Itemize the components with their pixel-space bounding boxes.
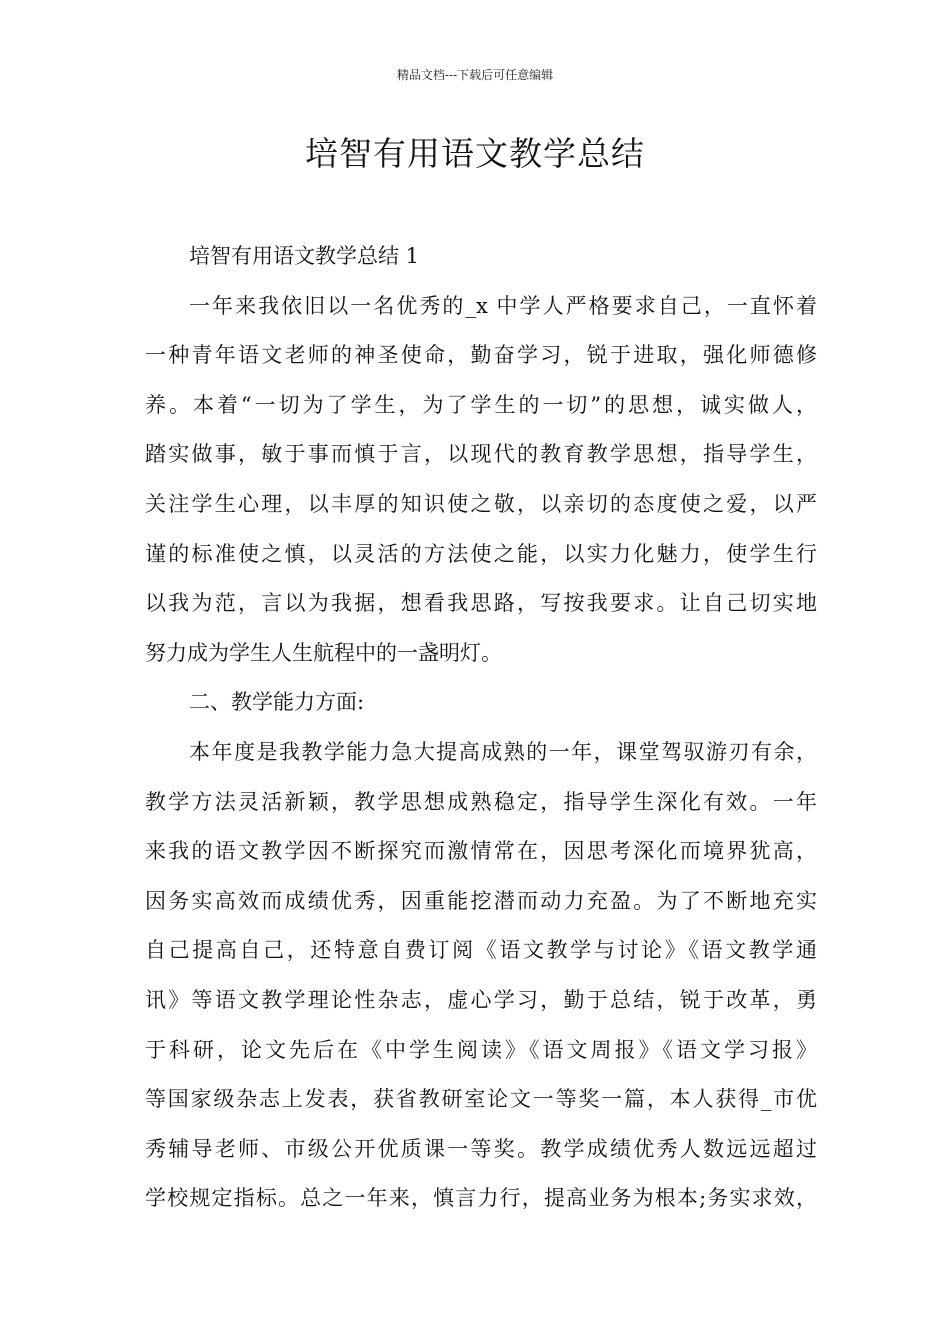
body-line: 学校规定指标。总之一年来，慎言力行，提高业务为根本;务实求效，	[145, 1186, 817, 1211]
body-line: 一种青年语文老师的神圣使命，勤奋学习，锐于进取，强化师德修	[145, 343, 817, 368]
body-line: 关注学生心理，以丰厚的知识使之敬，以亲切的态度使之爱，以严	[145, 491, 817, 516]
body-line: 养。本着“一切为了学生，为了学生的一切”的思想，诚实做人，	[145, 392, 817, 417]
document-title: 培智有用语文教学总结	[305, 134, 645, 173]
document-body	[145, 232, 817, 1224]
body-line: 一年来我依旧以一名优秀的_x 中学人严格要求自己，一直怀着	[189, 293, 817, 318]
body-line: 培智有用语文教学总结 1	[189, 244, 420, 268]
body-line: 讯》等语文教学理论性杂志，虚心学习，勤于总结，锐于改革，勇	[145, 987, 817, 1012]
body-line: 以我为范，言以为我据，想看我思路，写按我要求。让自己切实地	[145, 591, 817, 616]
body-line: 于科研，论文先后在《中学生阅读》《语文周报》《语文学习报》	[145, 1037, 817, 1062]
body-line: 自己提高自己，还特意自费订阅《语文教学与讨论》《语文教学通	[145, 938, 817, 963]
body-line: 本年度是我教学能力急大提高成熟的一年，课堂驾驭游刃有余，	[189, 739, 817, 764]
body-line: 教学方法灵活新颖，教学思想成熟稳定，指导学生深化有效。一年	[145, 789, 817, 814]
body-line: 二、教学能力方面:	[189, 690, 365, 715]
body-line: 踏实做事，敏于事而慎于言，以现代的教育教学思想，指导学生，	[145, 442, 817, 467]
body-line: 因务实高效而成绩优秀，因重能挖潜而动力充盈。为了不断地充实	[145, 888, 817, 913]
body-line: 谨的标准使之慎，以灵活的方法使之能，以实力化魅力，使学生行	[145, 541, 817, 566]
body-line: 努力成为学生人生航程中的一盏明灯。	[145, 640, 502, 665]
body-line: 来我的语文教学因不断探究而激情常在，因思考深化而境界犹高，	[145, 839, 817, 864]
header-note: 精品文档---下载后可任意编辑	[396, 68, 554, 82]
body-line: 秀辅导老师、市级公开优质课一等奖。教学成绩优秀人数远远超过	[145, 1136, 817, 1161]
body-line: 等国家级杂志上发表，获省教研室论文一等奖一篇，本人获得_市优	[145, 1087, 817, 1112]
